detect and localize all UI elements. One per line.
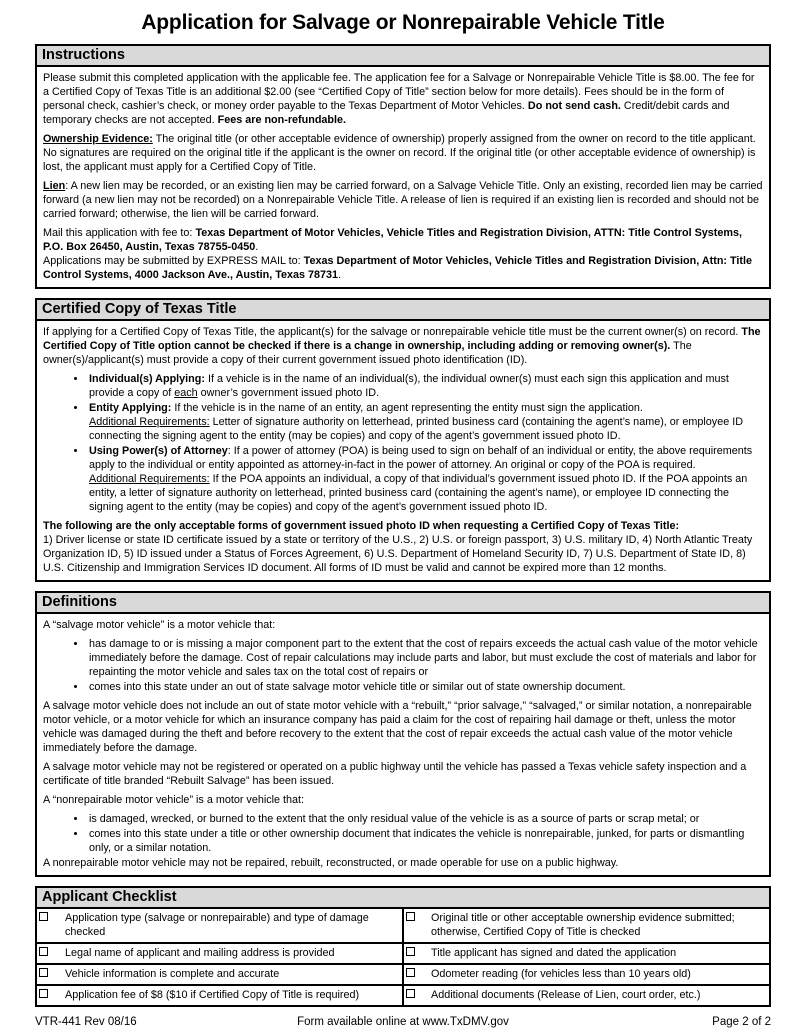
bullet-item: • Using Power(s) of Attorney: If a power of attorney (POA) is being used to sign on behalf of an individual or entity, the above requirements apply to the individual or entity appointed as attorney-in-fact in the power of attorney. An original or copy of the POA is required. Additional Requirements: If the POA appoints an individual, a copy of that individual’s government issued photo ID. If the POA appoints an entity, a letter of signature authority on letterhead, printed business card (containing the agent’s name), or employee ID connecting the signing agent to the entity (may be copies) and copy of the agent’s government issued photo ID. [87, 444, 763, 514]
section-heading-applicant-checklist: Applicant Checklist [37, 888, 769, 909]
form-availability-text: Form available online at www.TxDMV.gov [297, 1016, 509, 1028]
bullet-item: • Individual(s) Applying: If a vehicle is in the name of an individual(s), the individual owner(s) must each sign this application and must provide a copy of each owner’s government issued photo ID. [87, 372, 763, 400]
checklist-item-label: Legal name of applicant and mailing address is provided [63, 943, 403, 964]
checklist-item-label: Odometer reading (for vehicles less than 10 years old) [429, 964, 769, 985]
checklist-item-label: Application fee of $8 ($10 if Certified Copy of Title is required) [63, 985, 403, 1005]
paragraph-salvage-registration: A salvage motor vehicle may not be registered or operated on a public highway until the vehicle has passed a Texas vehicle safety inspection and a certificate of title branded “Rebuilt Salvage” has been issued. [43, 761, 747, 787]
section-instructions [35, 44, 771, 289]
bullet-item: • has damage to or is missing a major component part to the extent that the cost of repairs exceeds the actual cash value of the motor vehicle immediately before the damage. Cost of repair calculations may include parts and labor, but must exclude the cost of materials and labor for repainting the motor vehicle and sales tax on the total cost of repairs or [87, 637, 763, 679]
salvage-bullet-list [43, 637, 763, 694]
section-body-certified-copy [37, 321, 769, 580]
checkbox-icon[interactable] [406, 989, 415, 998]
nonrepairable-bullet-list [43, 812, 763, 855]
page-footer [35, 1016, 771, 1028]
checklist-item-label: Title applicant has signed and dated the application [429, 943, 769, 964]
paragraph-express-mail: Applications may be submitted by EXPRESS MAIL to: Texas Department of Motor Vehicles, Vehicle Titles and Registration Division, Attn: Title Control Systems, 4000 Jackson Ave., Austin, Texas 78731. [43, 255, 753, 281]
section-applicant-checklist [35, 886, 771, 1007]
section-definitions [35, 591, 771, 877]
section-heading-instructions: Instructions [37, 46, 769, 67]
checkbox-icon[interactable] [406, 912, 415, 921]
paragraph-nonrepairable-intro: A “nonrepairable motor vehicle” is a motor vehicle that: [43, 794, 305, 806]
checklist-item-label: Additional documents (Release of Lien, court order, etc.) [429, 985, 769, 1005]
bullet-item: • Entity Applying: If the vehicle is in the name of an entity, an agent representing the entity must sign the application. Additional Requirements: Letter of signature authority on letterhead, printed business card (containing the agent’s name), or employee ID connecting the signing agent to the entity (may be copies) and copy of the agent’s government issued photo ID. [87, 401, 763, 443]
form-number: VTR-441 Rev 08/16 [35, 1016, 137, 1028]
checklist-table [37, 909, 769, 1005]
page-number: Page 2 of 2 [712, 1016, 771, 1028]
section-body-definitions [37, 614, 769, 875]
paragraph-mail-address: Mail this application with fee to: Texas Department of Motor Vehicles, Vehicle Titles and Registration Division, ATTN: Title Control Systems, P.O. Box 26450, Austin, Texas 78755-0450. [43, 227, 743, 253]
paragraph-ownership-evidence: Ownership Evidence: The original title (or other acceptable evidence of ownership) properly assigned from the owner on record to the title applicant. No signatures are required on the original title if the applicant is the owner on record. If the original title (or other acceptable evidence of ownership) is lost, the applicant must apply for a Certified Copy of Title. [43, 133, 756, 173]
checkbox-icon[interactable] [39, 947, 48, 956]
paragraph-lien: Lien: A new lien may be recorded, or an existing lien may be carried forward, on a Salvage Vehicle Title. Only an existing, recorded lien may be carried forward (a new lien may not be recorded) on a Nonrepairable Vehicle Title. A release of lien is required if an existing lien is recorded and should not be carried forward; otherwise, the lien will be carried forward. [43, 180, 763, 220]
checklist-item-label: Original title or other acceptable ownership evidence submitted; otherwise, Certified Copy of Title is checked [431, 912, 735, 938]
certified-copy-bullet-list [43, 372, 763, 514]
paragraph-salvage-intro: A “salvage motor vehicle” is a motor vehicle that: [43, 619, 276, 631]
checkbox-icon[interactable] [406, 968, 415, 977]
checkbox-icon[interactable] [39, 912, 48, 921]
checkbox-icon[interactable] [406, 947, 415, 956]
paragraph-fees: Please submit this completed application with the applicable fee. The application fee for a Salvage or Nonrepairable Vehicle Title is $8.00. The fee for a Certified Copy of Texas Title is an additional $2.00 (see “Certified Copy of Title” section below for more details). Fees should be in the form of personal check, cashier’s check, or money order payable to the Texas Department of Motor Vehicles. Do not send cash. Credit/debit cards and temporary checks are not accepted. Fees are non-refundable. [43, 72, 755, 126]
section-heading-definitions: Definitions [37, 593, 769, 614]
checklist-row [37, 909, 769, 943]
checkbox-icon[interactable] [39, 968, 48, 977]
section-certified-copy [35, 298, 771, 582]
paragraph-certified-intro: If applying for a Certified Copy of Texas Title, the applicant(s) for the salvage or nonrepairable vehicle title must be the current owner(s) on record. The Certified Copy of Title option cannot be checked if there is a change in ownership, including adding or removing owner(s). The owner(s)/applicant(s) must provide a copy of their current government issued photo identification (ID). [43, 326, 761, 366]
paragraph-acceptable-ids: The following are the only acceptable forms of government issued photo ID when requesting a Certified Copy of Texas Title: 1) Driver license or state ID certificate issued by a state or territory of the U.S., 2) U.S. or foreign passport, 3) U.S. military ID, 4) North Atlantic Treaty Organization ID, 5) ID issued under a Status of Forces Agreement, 6) U.S. Department of Homeland Security ID, 7) U.S. Department of State ID, 8) U.S. Citizenship and Immigration Services ID document. All forms of ID must be valid and cannot be expired more than 12 months. [43, 520, 753, 574]
paragraph-nonrepairable-note: A nonrepairable motor vehicle may not be repaired, rebuilt, reconstructed, or made operable for use on a public highway. [43, 857, 619, 869]
section-heading-certified-copy: Certified Copy of Texas Title [37, 300, 769, 321]
checklist-row [37, 964, 769, 985]
page-title: Application for Salvage or Nonrepairable Vehicle Title [141, 11, 665, 34]
bullet-item: • comes into this state under a title or other ownership document that indicates the vehicle is nonrepairable, junked, for parts or dismantling only, or a similar notation. [87, 827, 763, 855]
checklist-item-label: Vehicle information is complete and accurate [63, 964, 403, 985]
paragraph-salvage-exclusions: A salvage motor vehicle does not include an out of state motor vehicle with a “rebuilt,” “prior salvage,” “salvaged,” or similar notation, a nonrepairable motor vehicle, or a motor vehicle for which an insurance company has paid a claim for the cost of repairing hail damage or theft, unless the motor vehicle was damaged during the theft and before recovery to the extent that the cost of repair exceeds the actual cash value of the motor vehicle immediately before the damage. [43, 700, 752, 754]
section-body-instructions [37, 67, 769, 287]
bullet-item: • comes into this state under an out of state salvage motor vehicle title or similar out of state ownership document. [87, 680, 763, 694]
bullet-item: • is damaged, wrecked, or burned to the extent that the only residual value of the vehicle is as a source of parts or scrap metal; or [87, 812, 763, 826]
checklist-row [37, 985, 769, 1005]
checklist-row [37, 943, 769, 964]
checklist-item-label: Application type (salvage or nonrepairable) and type of damage checked [65, 912, 369, 938]
checkbox-icon[interactable] [39, 989, 48, 998]
